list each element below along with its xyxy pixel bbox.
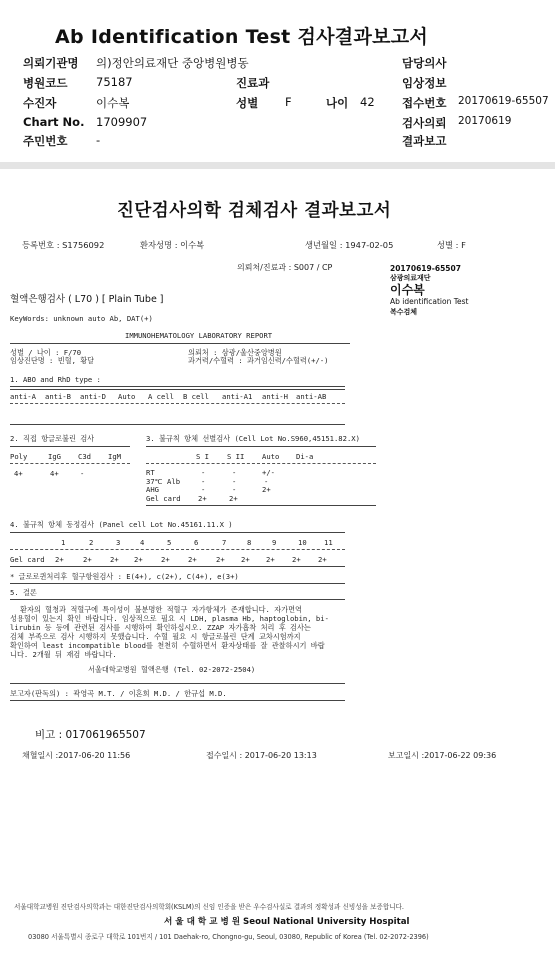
stamp-line-1: 20170619-65507 xyxy=(390,264,461,273)
sec1-header: anti-H xyxy=(262,392,288,401)
sec4-value: 2+ xyxy=(292,555,301,564)
lab-report-title: IMMUNOHEMATOLOGY LABORATORY REPORT xyxy=(125,331,273,340)
rule xyxy=(10,463,130,464)
sec4-title: 4. 불규칙 항체 동정검사 (Panel cell Lot No.45161.11.X ) xyxy=(10,520,233,529)
sec3-cell: - xyxy=(201,468,206,477)
sec4-header: 3 xyxy=(116,538,121,547)
sec1-header: anti-AB xyxy=(296,392,327,401)
header-value-age: 42 xyxy=(360,95,375,109)
header-label-org: 의뢰기관명 xyxy=(23,56,79,70)
sec4-value: 2+ xyxy=(134,555,143,564)
header-label-sex: 성별 xyxy=(236,96,259,110)
conclusion-line: lirubin 등 등에 관련된 검사를 시행하여 확인하십시오. ZZAP 자가흡착 처리 후 검사는 xyxy=(10,623,311,632)
sec2-header: C3d xyxy=(78,452,91,461)
rule xyxy=(146,463,376,464)
header-label-result: 결과보고 xyxy=(402,134,447,148)
sec3-header: S II xyxy=(227,452,245,461)
sec3-cell: - xyxy=(232,485,237,494)
sec3-row-label: 37℃ Alb xyxy=(146,477,181,486)
received-time: 접수일시 : 2017-06-20 13:13 xyxy=(206,751,317,760)
header-value-patient: 이수복 xyxy=(96,96,130,110)
sec4-value: 2+ xyxy=(241,555,250,564)
header-label-patient: 수진자 xyxy=(23,96,57,110)
stamp-label xyxy=(387,262,527,320)
header-label-clinical: 임상정보 xyxy=(402,76,447,90)
header-label-age: 나이 xyxy=(326,96,349,110)
stamp-line-4: Ab identification Test xyxy=(390,297,469,306)
separator-band xyxy=(0,162,555,169)
clinical-dx: 임상진단명 : 빈혈, 황달 xyxy=(10,356,95,365)
sec2-header: IgG xyxy=(48,452,61,461)
rule xyxy=(10,403,345,404)
requester: 의뢰처 : 삼광/울산중앙병원 xyxy=(188,348,282,357)
sec4-header: 10 xyxy=(298,538,307,547)
header-value-sex: F xyxy=(285,95,292,109)
sec3-header: S I xyxy=(196,452,209,461)
sec1-header: anti-B xyxy=(45,392,71,401)
sec1-title: 1. ABO and RhD type : xyxy=(10,375,101,384)
sec4-header: 6 xyxy=(194,538,199,547)
sec5-title: 5. 결론 xyxy=(10,588,37,597)
header-label-chart: Chart No. xyxy=(23,115,85,129)
sec4-value: 2+ xyxy=(110,555,119,564)
sec3-row-label: RT xyxy=(146,468,155,477)
sec3-header: Auto xyxy=(262,452,280,461)
test-name: 혈액은행검사 ( L70 ) [ Plain Tube ] xyxy=(10,294,164,305)
memo: 비고 : 017061965507 xyxy=(35,729,146,741)
sec4-header: 2 xyxy=(89,538,94,547)
patient-name: 환자성명 : 이수복 xyxy=(140,240,205,250)
sec4-header: 1 xyxy=(61,538,66,547)
rule xyxy=(10,424,345,425)
sex-age: 성별 / 나이 : F/70 xyxy=(10,348,82,357)
sec1-header: anti-D xyxy=(80,392,106,401)
sec4-header: 9 xyxy=(272,538,277,547)
sec1-header: Auto xyxy=(118,392,136,401)
sec3-title: 3. 불규칙 항체 선별검사 (Cell Lot No.S960,45151.82.X) xyxy=(146,434,360,443)
footer-address: 03080 서울특별시 종로구 대학로 101번지 / 101 Daehak-ro, Chongno-gu, Seoul, 03080, Republic of Korea (Tel. 02-2072-2396) xyxy=(28,933,429,941)
sec3-cell: +/- xyxy=(262,468,275,477)
sec4-header: 4 xyxy=(140,538,145,547)
sec4-header: 8 xyxy=(247,538,252,547)
sec4-value: 2+ xyxy=(161,555,170,564)
stamp-line-3: 이수복 xyxy=(390,283,425,297)
sec1-header: B cell xyxy=(183,392,209,401)
sec3-cell: - xyxy=(232,468,237,477)
collected-time: 채혈일시 :2017-06-20 11:56 xyxy=(22,751,131,760)
rule xyxy=(10,549,345,550)
sec4-value: 2+ xyxy=(318,555,327,564)
header-value-code: 75187 xyxy=(96,75,133,89)
sec4-header: 11 xyxy=(324,538,333,547)
sec4-header: 7 xyxy=(222,538,227,547)
sec2-value: 4+ xyxy=(14,469,23,478)
sec2-title: 2. 직접 항글로불린 검사 xyxy=(10,434,95,443)
header-value-rrn: - xyxy=(96,133,101,147)
keywords: KeyWords: unknown auto Ab, DAT(+) xyxy=(10,314,153,323)
conclusion-line: 환자의 혈청과 적혈구에 특이성이 불분명한 적혈구 자가항체가 존재합니다. 자가면역 xyxy=(20,605,302,614)
sec4-value: 2+ xyxy=(83,555,92,564)
sec3-header: Di-a xyxy=(296,452,314,461)
rule xyxy=(10,389,345,390)
reg-no: 등록번호 : S1756092 xyxy=(22,240,105,250)
sec4-row-label: Gel card xyxy=(10,555,45,564)
conclusion-line: 니다. 2개월 뒤 재검 바랍니다. xyxy=(10,650,117,659)
report-title: 진단검사의학 검체검사 결과보고서 xyxy=(117,201,392,221)
reported-time: 보고일시 :2017-06-22 09:36 xyxy=(388,751,497,760)
footer-certification: 서울대학교병원 진단검사의학과는 대한진단검사의학회(KSLM)의 신임 인증을 받은 우수검사실로 결과의 정확성과 신빙성을 보증합니다. xyxy=(14,903,405,911)
rule xyxy=(146,446,376,447)
header-value-request: 20170619 xyxy=(458,115,512,127)
sec3-cell: - xyxy=(264,477,269,486)
header-value-accession: 20170619-65507 xyxy=(458,95,549,107)
sec3-cell: 2+ xyxy=(229,494,238,503)
stamp-line-5: 복수검체 xyxy=(390,308,418,316)
sec3-row-label: Gel card xyxy=(146,494,181,503)
birth-date: 생년월일 : 1947-02-05 xyxy=(305,240,394,250)
header-title: Ab Identification Test 검사결과보고서 xyxy=(55,26,429,48)
conclusion-line: 성용혈이 있는지 확인 바랍니다. 임상적으로 필요 시 LDH, plasma Hb, haptoglobin, bi- xyxy=(10,614,329,623)
patient-sex: 성별 : F xyxy=(437,240,466,250)
footer-hospital-name: 서 울 대 학 교 병 원 Seoul National University Hospital xyxy=(164,917,410,927)
sec1-header: anti-A1 xyxy=(222,392,253,401)
sec2-value: - xyxy=(80,469,85,478)
sec1-header: A cell xyxy=(148,392,174,401)
sec2-header: Poly xyxy=(10,452,28,461)
rule xyxy=(10,700,345,701)
sec1-header: anti-A xyxy=(10,392,36,401)
sec4-value: 2+ xyxy=(266,555,275,564)
sec4-value: 2+ xyxy=(216,555,225,564)
dept-info: 의뢰처/진료과 : S007 / CP xyxy=(237,263,333,272)
sec3-cell: - xyxy=(232,477,237,486)
sec3-cell: - xyxy=(201,477,206,486)
sec2-header: IgM xyxy=(108,452,121,461)
hospital-blood-bank: 서울대학교병원 혈액은행 (Tel. 02-2072-2504) xyxy=(88,665,256,674)
rule xyxy=(10,583,345,584)
reporters: 보고자(판독의) : 곽영곡 M.T. / 이혼희 M.D. / 한규섭 M.D. xyxy=(10,689,227,698)
header-value-org: 의)정안의료재단 중앙병원병동 xyxy=(96,56,249,70)
rule xyxy=(146,505,376,506)
sec3-cell: 2+ xyxy=(198,494,207,503)
header-label-accession: 접수번호 xyxy=(402,96,447,110)
header-value-chart: 1709907 xyxy=(96,115,148,129)
stamp-line-2: 삼광의료재단 xyxy=(390,274,431,282)
rule xyxy=(10,566,345,567)
header-label-rrn: 주민번호 xyxy=(23,134,68,148)
header-label-doctor: 담당의사 xyxy=(402,56,447,70)
rule xyxy=(10,343,350,344)
sec3-cell: - xyxy=(201,485,206,494)
sec3-cell: 2+ xyxy=(262,485,271,494)
sec4-note: * 글로로퀸처리후 혈구항원검사 : E(4+), c(2+), C(4+), e(3+) xyxy=(10,572,239,581)
rule xyxy=(10,446,130,447)
sec4-header: 5 xyxy=(167,538,172,547)
sec3-row-label: AHG xyxy=(146,485,159,494)
header-label-code: 병원코드 xyxy=(23,76,68,90)
history: 과거력/수혈력 : 과거임신력/수혈력(+/-) xyxy=(188,356,329,365)
conclusion-line: 확인하여 least incompatible blood를 천천히 수혈하면서 환자상태를 잘 관찰하시기 바랍 xyxy=(10,641,325,650)
rule xyxy=(10,386,345,387)
rule xyxy=(10,599,345,600)
conclusion-line: 검체 부족으로 검사 시행하지 못했습니다. 수혈 필요 시 항글로불린 단계 교차시험까지 xyxy=(10,632,301,641)
rule xyxy=(10,683,345,684)
rule xyxy=(10,532,345,533)
sec4-value: 2+ xyxy=(188,555,197,564)
header-label-dept: 진료과 xyxy=(236,76,270,90)
header-label-request: 검사의뢰 xyxy=(402,116,447,130)
sec4-value: 2+ xyxy=(55,555,64,564)
sec2-value: 4+ xyxy=(50,469,59,478)
